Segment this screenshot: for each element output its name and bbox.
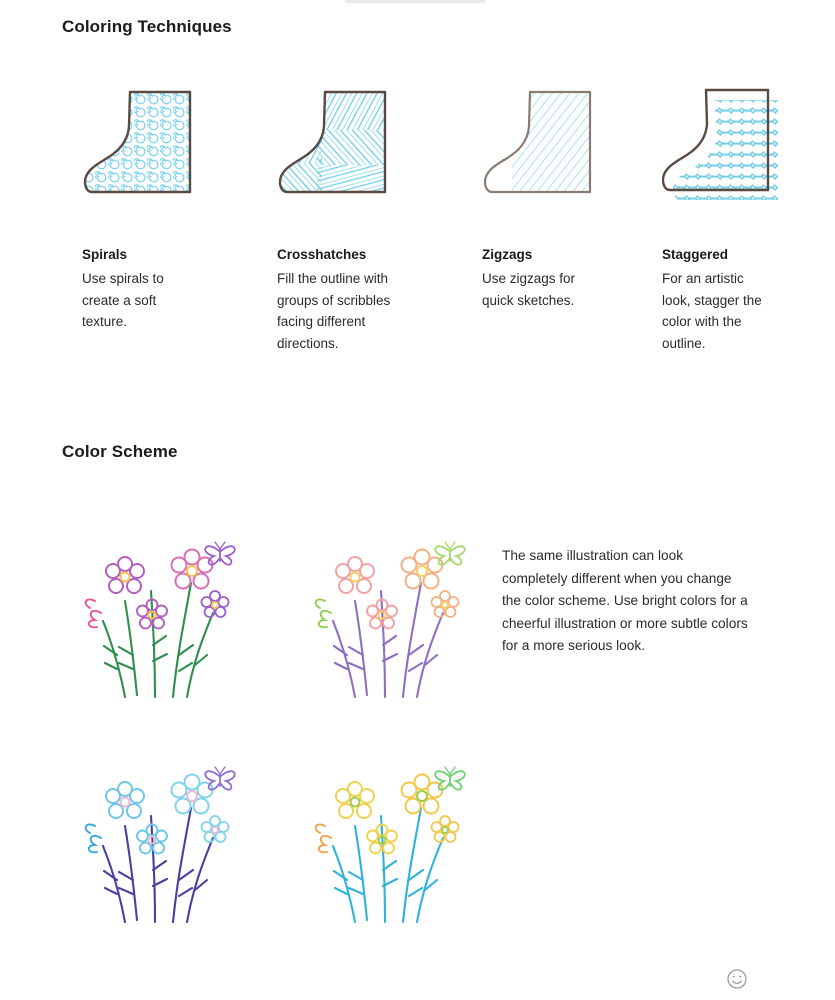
technique-title: Spirals — [82, 247, 128, 262]
boot-spirals-icon — [82, 80, 252, 225]
boot-staggered-icon — [662, 80, 832, 225]
technique-item-zigzags — [482, 80, 652, 311]
technique-title: Staggered — [662, 247, 729, 262]
technique-description: For an artistic look, stagger the color with the outline. — [662, 271, 762, 351]
technique-description: Use spirals to create a soft texture. — [82, 271, 164, 329]
boot-crosshatches-icon — [277, 80, 447, 225]
page-title-coloring-techniques: Coloring Techniques — [62, 17, 232, 36]
technique-title: Zigzags — [482, 247, 533, 262]
technique-description: Use zigzags for quick sketches. — [482, 271, 576, 308]
technique-item-staggered — [662, 80, 832, 354]
techniques-row — [62, 80, 782, 390]
technique-item-crosshatches — [277, 80, 447, 354]
flowers-butterfly-icon-variant-2 — [67, 730, 262, 940]
page-top-crop-mark — [345, 0, 485, 3]
technique-title: Crosshatches — [277, 247, 367, 262]
smiley-icon — [726, 968, 748, 990]
technique-item-spirals — [82, 80, 252, 333]
technique-description: Fill the outline with groups of scribbles facing different directions. — [277, 271, 391, 351]
color-scheme-grid — [62, 500, 782, 940]
boot-zigzags-icon — [482, 80, 652, 225]
flowers-butterfly-icon-variant-1 — [297, 505, 492, 715]
flowers-butterfly-icon-variant-3 — [297, 730, 492, 940]
page-title-color-scheme: Color Scheme — [62, 442, 178, 461]
color-scheme-body-text: The same illustration can look completely different when you change the color scheme. Use bright colors for a cheerful illustration or more subtle colors for a more serious look. — [502, 548, 748, 653]
flowers-butterfly-icon-variant-0 — [67, 505, 262, 715]
